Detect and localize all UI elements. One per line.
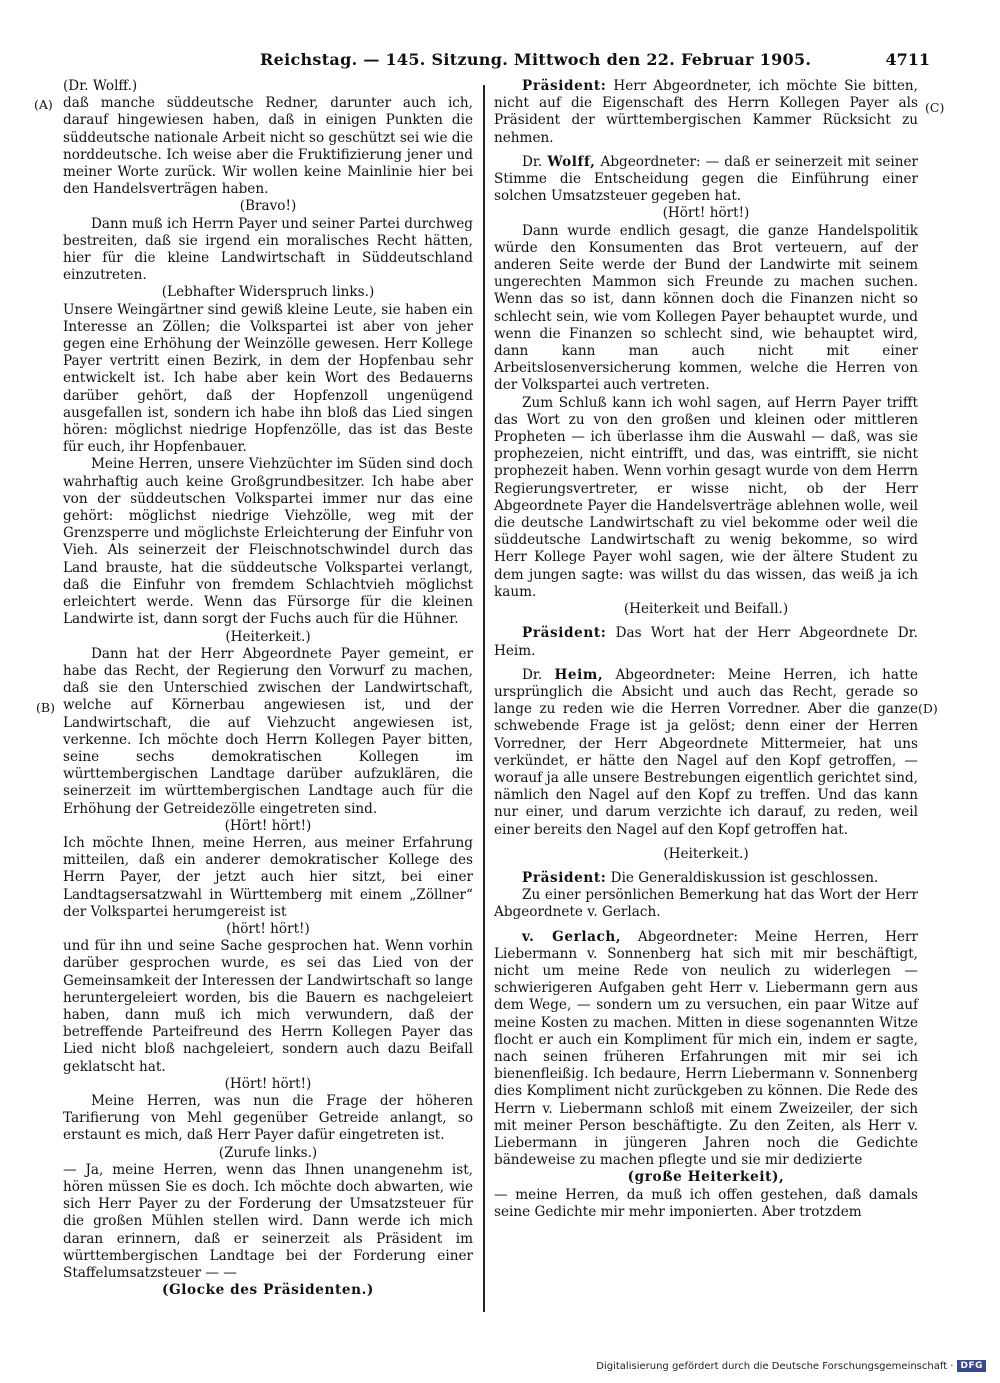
margin-mark-b: (B) [36, 700, 55, 715]
speech-president [494, 625, 918, 659]
paragraph: Zu einer persönlichen Bemerkung hat das Wort der Herr Abgeordnete v. Gerlach. [494, 887, 918, 921]
speech-text: Abgeordneter: Meine Herren, Herr Liebermann v. Sonnenberg hat sich mit mir beschäftigt, nicht um meine Rede von neulich zu widerlegen — schwierigeren Aufgaben geht Herr v. Liebermann gern aus dem Wege, — sondern um zu versuchen, ein paar Witze auf meine Kosten zu machen. Mitten in diese sogenannten Witze flocht er auch ein Kompliment für mich ein, indem er sagte, nach seinen früheren Erfahrungen mit mir sei ich bienenfleißig. Ich bedaure, Herrn Liebermann v. Sonnenberg dies Kompliment nicht zurückgeben zu können. Die Rede des Herrn v. Liebermann schloß mit einem Zweizeiler, der sich mit meiner Person beschäftigte. Zu den Zeiten, als Herr v. Liebermann in jüngeren Jahren noch die Gedichte bändeweise zu machen pflegte und sie mir dedizierte [494, 928, 918, 1169]
speaker-name: Wolff, [547, 153, 596, 170]
paragraph: Zum Schluß kann ich wohl sagen, auf Herrn Payer trifft das Wort zu von den großen und kleinen oder mittleren Propheten — ich überlasse ihm die Auswahl — daß, was sie prophezeien, nicht eintrifft, und das, was eintrifft, sie nicht prophezeit haben. Wenn vorhin gesagt wurde von dem Herrn Regierungsvertreter, er wisse nicht, ob der Herr Abgeordnete Payer die Handelsverträge ablehnen wolle, weil die deutsche Landwirtschaft zu viel bekomme oder weil die süddeutsche Landwirtschaft zu wenig bekomme, so wird Herr Kollege Payer wohl sagen, wie der ältere Student zu dem jungen sagte: was willst du das wissen, das weiß ja ich kaum. [494, 394, 918, 600]
speaker-name: v. Gerlach, [522, 928, 622, 945]
speaker-continuation: (Dr. Wolff.) [63, 78, 138, 94]
paragraph: Unsere Weingärtner sind gewiß kleine Leute, sie haben ein Interesse an Zöllen; die Volkspartei ist aber von jeher gegen eine Erhöhung der Weinzölle gewesen. Herr Kollege Payer vertritt einen Bezirk, in dem der Hopfenbau sehr entwickelt ist. Ich habe aber kein Wort des Bedauerns darüber gehört, daß der Hopfenzoll ungenügend ausgefallen ist, sondern ich habe ihn bloß das Lied singen hören: möglichst niedrige Hopfenzölle, das ist das Beste für euch, ihr Hopfenbauer. [63, 301, 473, 456]
dfg-logo: DFG [957, 1360, 986, 1372]
speaker-name: Heim, [554, 666, 604, 683]
reaction: (hört! hört!) [226, 920, 310, 937]
reaction: (Hört! hört!) [224, 1075, 312, 1092]
paragraph: — meine Herren, da muß ich offen gestehen, daß damals seine Gedichte mir mehr imponierten. Aber trotzdem [494, 1186, 918, 1220]
speaker-name: Präsident: [522, 625, 607, 642]
digitization-credit [596, 1360, 986, 1372]
speech-heim [494, 667, 918, 839]
margin-mark-d: (D) [918, 701, 938, 716]
right-column [494, 78, 918, 1221]
speaker-prefix: Dr. [522, 153, 543, 170]
speech-president [494, 78, 918, 147]
paragraph: Ich möchte Ihnen, meine Herren, aus meiner Erfahrung mitteilen, daß ein anderer demokratischer Kollege des Herrn Payer, der jetzt auch hier sitzt, bei einer Landtagsersatzwahl in Württemberg mit einem „Zöllner“ der Volkspartei herumgereist ist [63, 834, 473, 920]
speech-text: Abgeordneter: Meine Herren, ich hatte ursprünglich die Absicht und auch das Recht, gerade so lange zu reden wie die Herren Vorredner. Aber die ganze schwebende Frage ist ja gelöst; denn einer der Herren Vorredner, der Herr Abgeordnete Mittermeier, hat uns verkündet, er hätte den Nagel auf den Kopf getroffen, — worauf ja alle unsere Bestrebungen eigentlich gerichtet sind, nämlich den Nagel auf den Kopf zu treffen. Und das kann nur einer, und darum verzichte ich darauf, zu reden, weil einer bereits den Nagel auf den Kopf getroffen hat. [494, 666, 918, 838]
paragraph: Dann wurde endlich gesagt, die ganze Handelspolitik würde den Konsumenten das Brot verteuern, auf der anderen Seite werde der Bund der Landwirte mit seinem ungerechten Mammon sich Freunde zu machen suchen. Wenn das so ist, dann können doch die Finanzen nicht so schlecht sein, wie vom Kollegen Payer behauptet wurde, und wenn die Finanzen so schlecht sind, wie behauptet wird, dann kann man auch nicht mit einer Arbeitslosenversicherung kommen, welche die Herren von der Volkspartei auch vertreten. [494, 222, 918, 394]
paragraph: — Ja, meine Herren, wenn das Ihnen unangenehm ist, hören müssen Sie es doch. Ich möchte doch abwarten, wie sich Herr Payer zu der Forderung der Umsatzsteuer für die großen Mühlen stellen wird. Dann werde ich mich daran erinnern, daß er seinerzeit als Präsident im württembergischen Landtage bei der Forderung einer Staffelumsatzsteuer — — [63, 1161, 473, 1282]
speech-wolff [494, 154, 918, 206]
reaction: (große Heiterkeit), [627, 1169, 785, 1186]
reaction: (Bravo!) [239, 198, 297, 215]
paragraph: und für ihn und seine Sache gesprochen hat. Wenn vorhin darüber gesprochen wurde, es sei das Lied von der Gemeinsamkeit der Interessen der Landwirtschaft so lange heruntergeleiert worden, bis die Bauern es nachgeleiert haben, dann muß ich mich verwundern, daß der betreffende Parteifreund des Herrn Kollegen Payer das Lied nicht bloß nachgeleiert, sondern auch dazu Beifall geklatscht hat. [63, 938, 473, 1075]
speaker-name: Präsident: [522, 869, 607, 886]
speaker-prefix: Dr. [522, 666, 543, 683]
reaction: (Heiterkeit.) [225, 628, 311, 645]
paragraph: daß manche süddeutsche Redner, darunter auch ich, darauf hingewiesen haben, daß in einigen Punkten die süddeutsche nationale Arbeit nicht so geschützt sei wie die norddeutsche. Ich weise aber die Fruktifizierung jener und meiner Worte zurück. Wir wollen keine Mainlinie hier bei den Handelsverträgen haben. [63, 95, 473, 198]
speech-president [494, 870, 918, 887]
paragraph: Meine Herren, unsere Viehzüchter im Süden sind doch wahrhaftig auch keine Großgrundbesitzer. Ich habe aber von der süddeutschen Volkspartei immer nur das eine gehört: möglichst niedrige Viehzölle, weg mit der Grenzsperre und möglichste Erleichterung der Einfuhr von Vieh. Als seinerzeit der Fleischnotschwindel durch das Land brauste, hat die süddeutsche Volkspartei verlangt, daß die Einfuhr von fremdem Schlachtvieh möglichst erleichtert werde. Wenn das Fürsorge für die kleinen Landwirte ist, dann sorgt der Fuchs auch für die Hühner. [63, 456, 473, 628]
speech-text: Herr Abgeordneter, ich möchte Sie bitten, nicht auf die Eigenschaft des Herrn Kollegen Payer als Präsident der württembergischen Kammer Rücksicht zu nehmen. [494, 78, 919, 146]
margin-mark-a: (A) [34, 97, 53, 112]
reaction: (Heiterkeit.) [663, 845, 749, 862]
page-number: 4711 [885, 50, 930, 69]
reaction: (Lebhafter Widerspruch links.) [161, 284, 375, 301]
speaker-name: Präsident: [522, 78, 607, 94]
speech-text: Abgeordneter: — daß er seinerzeit mit seiner Stimme die Entscheidung gegen die Einführung einer solchen Umsatzsteuer gegeben hat. [494, 153, 919, 205]
speech-text: Das Wort hat der Herr Abgeordnete Dr. Heim. [494, 625, 918, 659]
reaction: (Glocke des Präsidenten.) [162, 1282, 374, 1299]
reaction: (Hört! hört!) [662, 205, 750, 222]
paragraph: Meine Herren, was nun die Frage der höheren Tarifierung von Mehl gegenüber Getreide anlangt, so erstaunt es mich, daß Herr Payer dafür eingetreten ist. [63, 1092, 473, 1144]
margin-mark-c: (C) [925, 100, 945, 115]
paragraph: Dann muß ich Herrn Payer und seiner Partei durchweg bestreiten, daß sie irgend ein moralisches Recht hätten, hier für die kleine Landwirtschaft in Süddeutschland einzutreten. [63, 215, 473, 284]
running-header [60, 50, 930, 72]
reaction: (Heiterkeit und Beifall.) [623, 601, 789, 618]
column-rule [483, 85, 485, 1312]
paragraph: Dann hat der Herr Abgeordnete Payer gemeint, er habe das Recht, der Regierung den Vorwurf zu machen, daß sie den Unterschied zwischen der Landwirtschaft, welche auf Körnerbau angewiesen ist, und der Landwirtschaft, die auf Viehzucht angewiesen ist, verkenne. Ich möchte doch Herrn Kollegen Payer bitten, seine sechs demokratischen Kollegen im württembergischen Landtage darüber aufzuklären, die seinerzeit im württembergischen Landtage auch für die Erhöhung der Getreidezölle eingetreten sind. [63, 645, 473, 817]
speech-gerlach [494, 929, 918, 1170]
left-column [63, 78, 473, 1299]
credit-text: Digitalisierung gefördert durch die Deutsche Forschungsgemeinschaft · [596, 1360, 954, 1372]
header-title: Reichstag. — 145. Sitzung. Mittwoch den 22. Februar 1905. [260, 50, 812, 69]
reaction: (Hört! hört!) [224, 817, 312, 834]
speech-text: Die Generaldiskussion ist geschlossen. [610, 869, 879, 886]
reaction: (Zurufe links.) [218, 1144, 318, 1161]
